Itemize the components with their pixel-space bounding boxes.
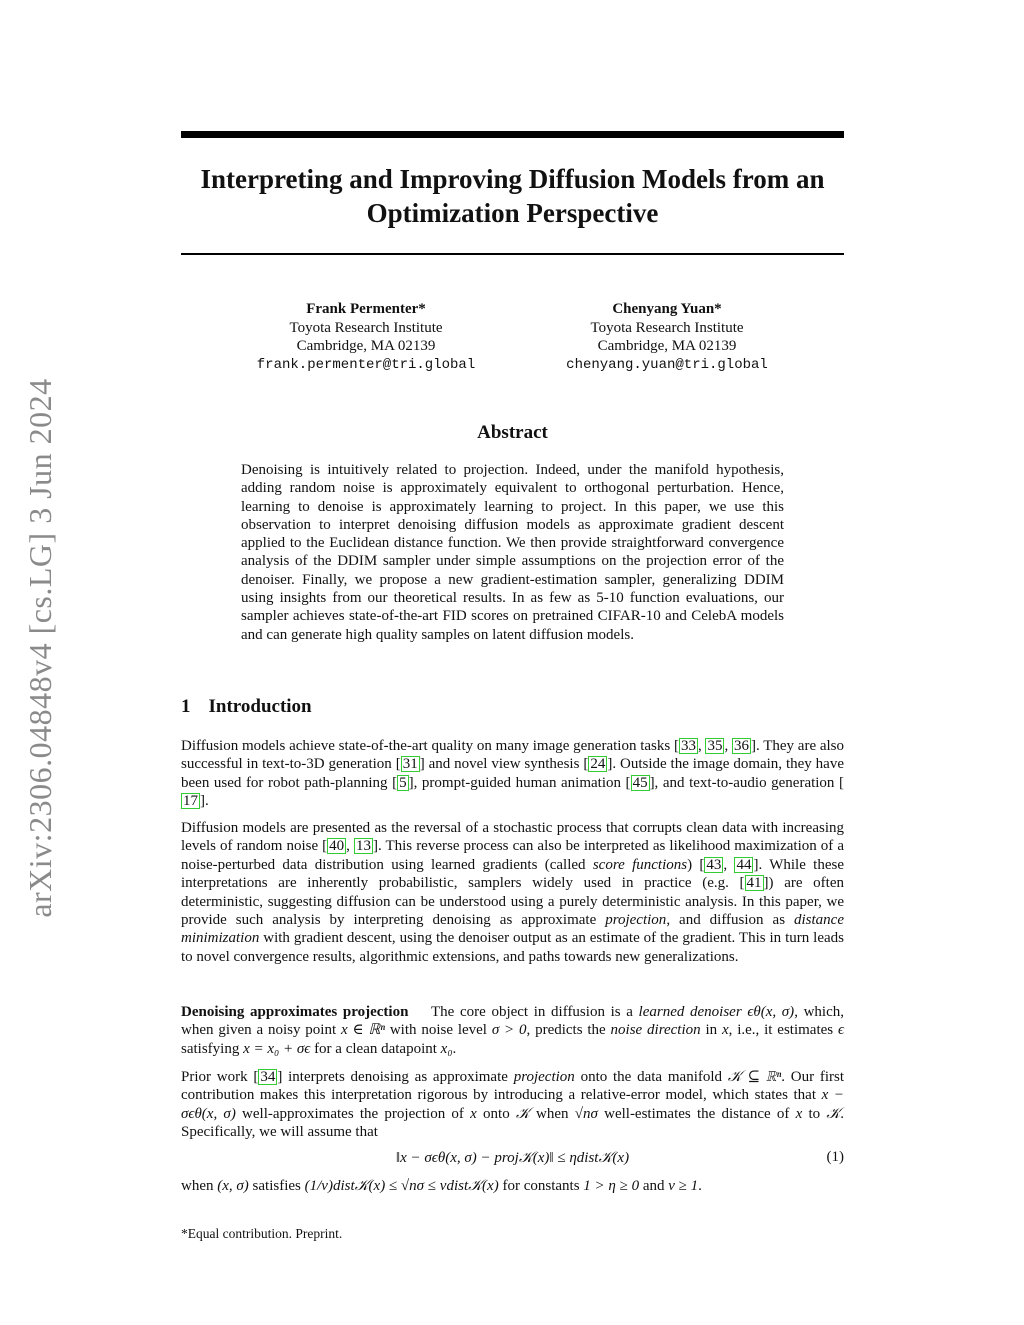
author-block-1 (216, 300, 516, 374)
citation-link[interactable]: 45 (632, 774, 648, 791)
arxiv-stamp: arXiv:2306.04848v4 [cs.LG] 3 Jun 2024 (22, 378, 58, 918)
paper-title: Interpreting and Improving Diffusion Models from an Optimization Perspective (200, 164, 825, 228)
intro-paragraph-4: Prior work [ 34 ] interprets denoising as approximate projection onto the data manifold 𝒦 ⊆ ℝⁿ. Our first contribution makes this interpretation rigorous by introducing a relative-error model, which states that x − σϵθ(x, σ) well-approximates the projection of x onto 𝒦 when √nσ well-estimates the distance of x to 𝒦. Specifically, we will assume that (181, 1069, 845, 1141)
author-location: Cambridge, MA 02139 (296, 338, 436, 354)
intro-paragraph-3: Denoising approximates projection The core object in diffusion is a learned denoiser ϵθ(x, σ), which, when given a noisy point x ∈ ℝⁿ with noise level σ > 0, predicts the noise direction in x, i.e., it estimates ϵ satisfying x = x₀ + σϵ for a clean datapoint x₀. (181, 1004, 844, 1057)
citation-link[interactable]: 31 (402, 756, 418, 773)
author-location: Cambridge, MA 02139 (597, 338, 737, 354)
equation-number: (1) (826, 1149, 844, 1165)
intro-paragraph-2: Diffusion models are presented as the reversal of a stochastic process that corrupts clean data with increasing levels of random noise [ 40 , 13 ]. This reverse process can also be interpreted as likelihood maximization of a noise-perturbed data distribution using learned gradients (called score functions) [ 43 , 44 ]. While these interpretations are inherently probabilistic, samplers widely used in practice (e.g. [ 41 ]) are often deterministic, suggesting diffusion can be understood using a purely deterministic analysis. In this paper, we provide such analysis by interpreting denoising as approximate projection, and diffusion as distance minimization with gradient descent, using the denoiser output as an estimate of the gradient. This in turn leads to novel convergence results, algorithmic extensions, and paths towards new generalizations. (181, 820, 845, 965)
equation-body: ‖x − σϵθ(x, σ) − proj𝒦(x)‖ ≤ ηdist𝒦(x) (395, 1150, 630, 1166)
author-email[interactable]: frank.permenter@tri.global (256, 356, 476, 373)
citation-link[interactable]: 5 (399, 774, 407, 791)
citation-link[interactable]: 34 (260, 1069, 276, 1085)
author-email[interactable]: chenyang.yuan@tri.global (566, 356, 768, 373)
abstract-heading: Abstract (477, 422, 548, 443)
citation-link[interactable]: 41 (746, 875, 762, 892)
citation-link[interactable]: 17 (183, 793, 198, 810)
intro-paragraph-1: Diffusion models achieve state-of-the-art quality on many image generation tasks [ 33 , 35 , 36 ]. They are also successful in text-to-3D generation [ 31 ] and novel view synthesis [ 24 ]. Outside the image domain, they have been used for robot path-planning [ 5 ], prompt-guided human animation [ 45 ], and text-to-audio generation [17 ]. (181, 738, 845, 810)
section-number: 1 (181, 696, 191, 717)
author-block-2 (517, 300, 817, 374)
section-title: Introduction (208, 696, 312, 717)
citation-link[interactable]: 24 (590, 756, 606, 773)
citation-link[interactable]: 13 (355, 838, 371, 855)
citation-link[interactable]: 40 (329, 838, 345, 855)
intro-paragraph-5: when (x, σ) satisfies (1/ν)dist𝒦(x) ≤ √nσ ≤ νdist𝒦(x) for constants 1 > η ≥ 0 and ν ≥ 1. (181, 1178, 702, 1194)
author-affiliation: Toyota Research Institute (590, 319, 744, 336)
author-affiliation: Toyota Research Institute (289, 319, 443, 336)
citation-link[interactable]: 43 (706, 856, 722, 873)
section-heading (181, 696, 312, 718)
citation-link[interactable]: 33 (680, 738, 696, 754)
equation-1 (181, 1149, 844, 1167)
paragraph-heading: Denoising approximates projection (181, 1004, 409, 1020)
author-name: Chenyang Yuan* (612, 301, 722, 317)
abstract-text: Denoising is intuitively related to projection. Indeed, under the manifold hypothesis, adding random noise is approximately equivalent to orthogonal perturbation. Hence, learning to denoise is approximately learning to project. In this paper, we use this observation to interpret denoising diffusion models as approximate gradient descent applied to the Euclidean distance function. We then provide straightforward convergence analysis of the DDIM sampler under simple assumptions on the projection error of the denoiser. Finally, we propose a new gradient-estimation sampler, generalizing DDIM using insights from our theoretical results. In as few as 5-10 function evaluations, our sampler achieves state-of-the-art FID scores on pretrained CIFAR-10 and CelebA models and can generate high quality samples on latent diffusion models. (241, 462, 784, 643)
title-rule-top (181, 131, 844, 138)
citation-link[interactable]: 44 (736, 856, 752, 873)
title-rule-bottom (181, 253, 844, 255)
citation-link[interactable]: 35 (707, 738, 723, 754)
citation-link[interactable]: 36 (733, 738, 749, 754)
author-name: Frank Permenter* (306, 301, 426, 317)
footnote: *Equal contribution. Preprint. (181, 1226, 343, 1241)
